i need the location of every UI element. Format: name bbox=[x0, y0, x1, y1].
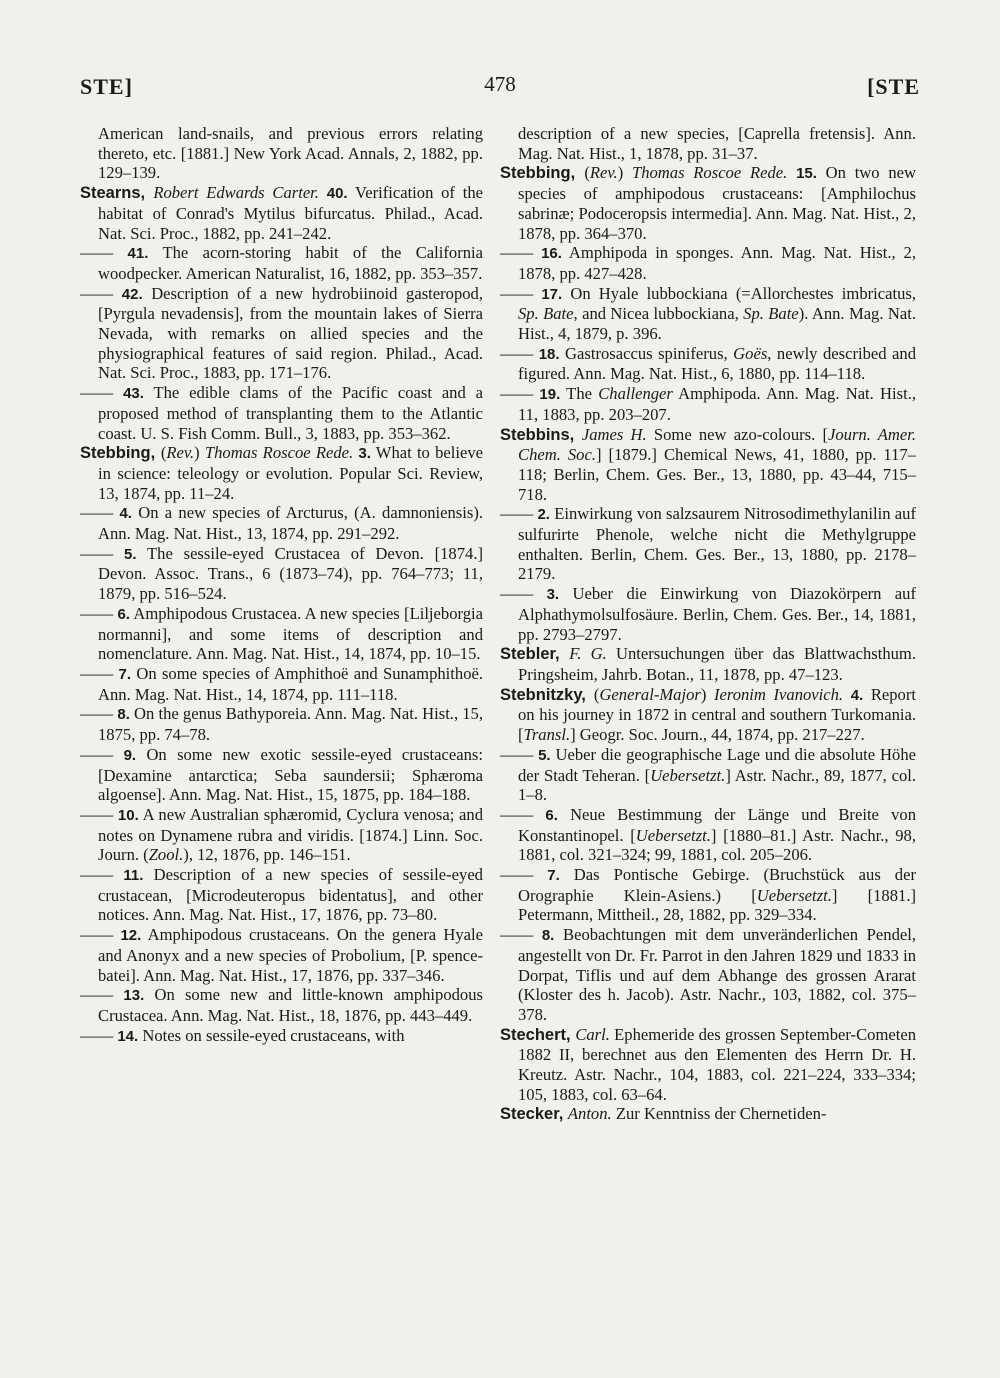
bibliography-entry bbox=[80, 805, 483, 865]
entry-number: 7. bbox=[118, 665, 132, 683]
left-column bbox=[80, 124, 483, 1046]
bibliography-entry bbox=[80, 383, 483, 443]
bibliography-entry bbox=[500, 1025, 916, 1105]
bibliography-entry bbox=[500, 284, 916, 344]
entry-number: 13. bbox=[123, 987, 145, 1005]
author-heading: Stebbing, bbox=[500, 164, 585, 183]
entry-number: 42. bbox=[121, 285, 143, 303]
entry-number: 3. bbox=[546, 586, 560, 604]
bibliography-entry bbox=[500, 584, 916, 644]
author-heading: Stebbins, bbox=[500, 425, 582, 444]
entry-text: —— bbox=[500, 865, 548, 885]
bibliography-entry bbox=[80, 243, 483, 283]
italic-text: Challenger bbox=[598, 384, 673, 404]
entry-text: ] [1880–81.] Astr. Nachr., 98, 1881, col. 321–324; 99, 1881, col. 205–206. bbox=[518, 825, 917, 865]
entry-number: 11. bbox=[123, 867, 144, 885]
italic-text: Thomas Roscoe Rede. bbox=[631, 163, 788, 183]
entry-text: ) bbox=[700, 684, 714, 704]
header-left-guide: STE] bbox=[80, 74, 133, 99]
entry-text: ). Ann. Mag. Nat. Hist., 4, 1879, p. 396. bbox=[518, 304, 916, 344]
bibliography-entry bbox=[80, 664, 483, 704]
entry-text: —— bbox=[80, 543, 124, 563]
entry-text: ) bbox=[194, 443, 205, 463]
entry-number: 4. bbox=[850, 686, 864, 704]
italic-text: Uebersetzt. bbox=[650, 765, 726, 785]
entry-number: 19. bbox=[539, 386, 561, 404]
header-right-guide: [STE bbox=[867, 74, 920, 99]
entry-text: On the genus Bathyporeia. Ann. Mag. Nat. Hist., 15, 1875, pp. 74–78. bbox=[98, 704, 484, 745]
entry-text: Gastrosaccus spiniferus, bbox=[559, 343, 734, 363]
bibliography-entry bbox=[80, 1026, 483, 1047]
entry-text: What to believe in science: teleology or evolution. Popular Sci. Review, 13, 1874, pp. 11–24. bbox=[98, 443, 483, 503]
bibliography-entry bbox=[500, 644, 916, 684]
entry-text: Ueber die Einwirkung von Diazokörpern auf Alphathymolsulfosäure. Berlin, Chem. Ges. Ber., 14, 1881, pp. 2793–2797. bbox=[518, 584, 916, 644]
entry-text: The acorn-storing habit of the California woodpecker. American Naturalist, 16, 1882, pp. 353–357. bbox=[98, 243, 483, 283]
entry-number: 7. bbox=[547, 867, 560, 885]
entry-text: —— bbox=[80, 663, 119, 683]
entry-text: The sessile-eyed Crustacea of Devon. [1874.] Devon. Assoc. Trans., 6 (1873–74), pp. 764–773; 11, 1879, pp. 516–524. bbox=[98, 543, 483, 604]
bibliography-entry bbox=[80, 183, 483, 243]
entry-text: ] Geogr. Soc. Journ., 44, 1874, pp. 217–227. bbox=[570, 725, 865, 745]
entry-text: On a new species of Arcturus, (A. damnoniensis). Ann. Mag. Nat. Hist., 13, 1874, pp. 291–292. bbox=[98, 503, 483, 544]
italic-text: Carl. bbox=[575, 1024, 610, 1044]
entry-number: 3. bbox=[358, 445, 371, 463]
entry-text: ] [1879.] Chemical News, 41, 1880, pp. 117–118; Berlin, Chem. Ges. Ber., 13, 1880, pp. 43–44, 715–718. bbox=[518, 445, 916, 504]
entry-text: Amphipoda in sponges. Ann. Mag. Nat. Hist., 2, 1878, pp. 427–428. bbox=[518, 243, 916, 283]
italic-text: Transl. bbox=[523, 725, 571, 745]
author-heading: Stebbing, bbox=[80, 444, 161, 463]
entry-number: 4. bbox=[119, 505, 132, 523]
entry-text: , newly described and figured. Ann. Mag. Nat. Hist., 6, 1880, pp. 114–118. bbox=[518, 343, 916, 384]
italic-text: Ieronim Ivanovich. bbox=[713, 684, 844, 704]
entry-text: —— bbox=[80, 503, 120, 523]
italic-text: Thomas Roscoe Rede. bbox=[204, 443, 354, 463]
entry-text: Some new azo-colours. [ bbox=[646, 424, 828, 444]
entry-text: On Hyale lubbockiana (=Allorchestes imbricatus, bbox=[562, 283, 916, 303]
entry-number: 41. bbox=[127, 245, 149, 263]
entry-text: —— bbox=[80, 383, 124, 403]
entry-text: —— bbox=[500, 925, 542, 945]
entry-text: On some new exotic sessile-eyed crustaceans: [Dexamine antarctica; Seba saundersii; Sphæroma algoense]. Ann. Mag. Nat. Hist., 15, 1875, pp. 184–188. bbox=[98, 744, 483, 805]
bibliography-entry bbox=[500, 745, 916, 805]
author-heading: Stearns, bbox=[80, 184, 154, 203]
italic-text: Sp. Bate bbox=[743, 304, 799, 324]
entry-number: 6. bbox=[117, 605, 130, 623]
entry-text: description of a new species, [Caprella fretensis]. Ann. Mag. Nat. Hist., 1, 1878, pp. 31–37. bbox=[518, 124, 916, 163]
author-heading: Stebler, bbox=[500, 645, 570, 664]
entry-text: —— bbox=[80, 243, 128, 263]
bibliography-entry bbox=[80, 865, 483, 925]
bibliography-entry bbox=[80, 443, 483, 503]
italic-text: Uebersetzt. bbox=[756, 885, 832, 905]
bibliography-entry bbox=[500, 865, 916, 925]
entry-text: Ueber die geographische Lage und die absolute Höhe der Stadt Teheran. [ bbox=[518, 744, 916, 785]
entry-number: 5. bbox=[124, 545, 137, 563]
italic-text: Anton. bbox=[567, 1104, 612, 1124]
entry-text: —— bbox=[80, 1025, 118, 1045]
entry-text: —— bbox=[500, 504, 538, 524]
entry-text: Beobachtungen mit dem unveränderlichen Pendel, angestellt von Dr. Fr. Parrot in den Jahren 1829 und 1833 in Dorpat, Tiflis und auf dem Abhange des grossen Ararat (Kloster des h. Jacob). Astr. Nachr., 103, 1882, col. 375–378. bbox=[518, 925, 916, 1024]
bibliography-entry bbox=[500, 504, 916, 584]
bibliography-entry bbox=[500, 384, 916, 424]
entry-text: Report on his journey in 1872 in central and southern Turkomania. [ bbox=[518, 684, 916, 745]
entry-text: —— bbox=[80, 744, 124, 764]
entry-text: Amphipodous Crustacea. A new species [Liljeborgia normanni], and some items of description and nomenclature. Ann. Mag. Nat. Hist., 14, 1874, pp. 10–15. bbox=[98, 603, 483, 664]
italic-text: Sp. Bate bbox=[518, 304, 574, 324]
entry-text bbox=[843, 685, 851, 704]
author-heading: Stechert, bbox=[500, 1025, 576, 1044]
bibliography-entry bbox=[80, 284, 483, 384]
page-number: 478 bbox=[484, 72, 516, 96]
entry-text: Das Pontische Gebirge. (Bruchstück aus der Orographie Klein-Asiens.) [ bbox=[518, 865, 916, 905]
entry-text: —— bbox=[80, 804, 118, 824]
entry-number: 8. bbox=[541, 927, 555, 945]
entry-number: 8. bbox=[117, 706, 130, 724]
entry-text: Description of a new hydrobiinoid gasteropod, [Pyrgula nevadensis], from the mountain lakes of Sierra Nevada, with remarks on allied species and the physiographical features of said region. Philad., Acad. Nat. Sci. Proc., 1883, pp. 171–176. bbox=[98, 283, 483, 383]
italic-text: Goës bbox=[733, 343, 768, 363]
italic-text: Robert Edwards Carter. bbox=[153, 183, 319, 203]
entry-number: 43. bbox=[123, 385, 144, 403]
bibliography-entry bbox=[80, 503, 483, 543]
italic-text: Zool. bbox=[148, 845, 184, 865]
bibliography-entry bbox=[500, 805, 916, 865]
entry-number: 15. bbox=[796, 165, 817, 183]
bibliography-entry bbox=[500, 925, 916, 1025]
entry-number: 40. bbox=[326, 185, 348, 203]
continued-entry bbox=[500, 124, 916, 163]
entry-number: 9. bbox=[123, 746, 137, 764]
entry-number: 18. bbox=[538, 345, 560, 363]
entry-number: 17. bbox=[541, 285, 563, 303]
entry-text: —— bbox=[500, 283, 542, 303]
entry-text: A new Australian sphæromid, Cyclura venosa; and notes on Dynamene rubra and viridis. [1874.] Linn. Soc. Journ. ( bbox=[98, 804, 483, 865]
entry-text: The edible clams of the Pacific coast and a proposed method of transplanting them to the Atlantic coast. U. S. Fish Comm. Bull., 3, 1883, pp. 353–362. bbox=[98, 383, 484, 443]
bibliography-entry bbox=[80, 604, 483, 664]
entry-text: —— bbox=[80, 283, 122, 303]
entry-text: ) bbox=[617, 163, 632, 183]
bibliography-entry bbox=[80, 925, 483, 985]
entry-text: Zur Kenntniss der Chernetiden- bbox=[611, 1104, 827, 1124]
bibliography-entry bbox=[500, 1104, 916, 1125]
entry-number: 5. bbox=[538, 746, 551, 764]
entry-number: 14. bbox=[117, 1027, 139, 1045]
bibliography-entry bbox=[80, 745, 483, 805]
italic-text: James H. bbox=[581, 424, 647, 444]
entry-number: 12. bbox=[120, 927, 142, 945]
entry-text: —— bbox=[500, 343, 539, 363]
entry-text: —— bbox=[80, 603, 118, 623]
bibliography-entry bbox=[80, 544, 483, 604]
bibliography-entry bbox=[500, 425, 916, 505]
bibliography-entry bbox=[500, 344, 916, 384]
entry-text: —— bbox=[500, 584, 547, 604]
entry-number: 10. bbox=[117, 806, 139, 824]
italic-text: F. G. bbox=[569, 644, 607, 664]
entry-text: ] Astr. Nachr., 89, 1877, col. 1–8. bbox=[518, 765, 917, 805]
entry-text: —— bbox=[80, 865, 124, 885]
entry-number: 2. bbox=[537, 506, 550, 524]
entry-text: Amphipoda. Ann. Mag. Nat. Hist., 11, 1883, pp. 203–207. bbox=[518, 384, 916, 424]
entry-text: American land-snails, and previous errors relating thereto, etc. [1881.] New York Acad. Annals, 2, 1882, pp. 129–139. bbox=[98, 124, 483, 183]
entry-text: Verification of the habitat of Conrad's Mytilus bifurcatus. Philad., Acad. Nat. Sci. Proc., 1882, pp. 241–242. bbox=[98, 183, 483, 243]
entry-text: —— bbox=[80, 704, 118, 724]
entry-text: Neue Bestimmung der Länge und Breite von Konstantinopel. [ bbox=[518, 804, 916, 845]
entry-text: ( bbox=[584, 163, 590, 183]
entry-text: On two new species of amphipodous crustaceans: [Amphilochus sabrinæ; Podoceropsis intermedia]. Ann. Mag. Nat. Hist., 2, 1878, pp. 364–370. bbox=[518, 163, 917, 243]
entry-text: —— bbox=[500, 243, 542, 263]
bibliography-entry bbox=[500, 163, 916, 243]
entry-text: —— bbox=[500, 744, 539, 764]
entry-text: ), 12, 1876, pp. 146–151. bbox=[183, 845, 351, 865]
entry-text: On some new and little-known amphipodous Crustacea. Ann. Mag. Nat. Hist., 18, 1876, pp. 443–449. bbox=[98, 985, 483, 1025]
entry-text: Notes on sessile-eyed crustaceans, with bbox=[138, 1025, 405, 1045]
right-column bbox=[500, 124, 916, 1125]
entry-number: 6. bbox=[545, 806, 558, 824]
entry-text: Description of a new species of sessile-eyed crustacean, [Microdeuteropus bidentatus], and other notices. Ann. Mag. Nat. Hist., 17, 1876, pp. 73–80. bbox=[98, 865, 483, 925]
bibliography-entry bbox=[500, 685, 916, 745]
continued-entry bbox=[80, 124, 483, 183]
italic-text: Uebersetzt. bbox=[635, 825, 711, 845]
italic-text: General-Major bbox=[599, 684, 701, 704]
bibliography-entry bbox=[80, 985, 483, 1025]
entry-text: —— bbox=[500, 384, 540, 404]
entry-text: Ephemeride des grossen September-Cometen 1882 II, berechnet aus den Elementen des Herrn Dr. H. Kreutz. Astr. Nachr., 104, 1883, col. 221–224, 333–334; 105, 1883, col. 63–64. bbox=[518, 1024, 916, 1104]
entry-number: 16. bbox=[541, 245, 562, 263]
entry-text: , and Nicea lubbockiana, bbox=[573, 304, 744, 324]
entry-text: On some species of Amphithoë and Sunamphithoë. Ann. Mag. Nat. Hist., 14, 1874, pp. 111–118. bbox=[98, 663, 484, 704]
bibliography-entry bbox=[500, 243, 916, 283]
author-heading: Stebnitzky, bbox=[500, 685, 594, 704]
italic-text: Rev. bbox=[166, 443, 195, 463]
entry-text: —— bbox=[80, 925, 121, 945]
entry-text: ] [1881.] Petermann, Mittheil., 28, 1882, pp. 329–334. bbox=[518, 885, 916, 925]
entry-text: Einwirkung von salzsaurem Nitrosodimethylanilin auf sulfurirte Phenole, welche nicht die Methylgruppe enthalten. Berlin, Chem. Ges. Ber., 13, 1880, pp. 2178–2179. bbox=[518, 504, 916, 584]
entry-text: —— bbox=[500, 804, 546, 824]
entry-text: ( bbox=[160, 443, 167, 463]
entry-text: ( bbox=[593, 684, 600, 704]
italic-text: Journ. Amer. Chem. Soc. bbox=[518, 424, 916, 465]
entry-text: Untersuchungen über das Blattwachsthum. Pringsheim, Jahrb. Botan., 11, 1878, pp. 47–123. bbox=[518, 644, 916, 684]
bibliography-entry bbox=[80, 704, 483, 744]
entry-text bbox=[787, 163, 796, 182]
entry-text bbox=[319, 183, 327, 202]
entry-text: Amphipodous crustaceans. On the genera Hyale and Anonyx and a new species of Probolium, [P. spence-batei]. Ann. Mag. Nat. Hist., 17, 1876, pp. 337–346. bbox=[98, 925, 483, 985]
italic-text: Rev. bbox=[589, 163, 618, 183]
author-heading: Stecker, bbox=[500, 1105, 568, 1124]
page-header bbox=[0, 74, 1000, 104]
entry-text: —— bbox=[80, 985, 124, 1005]
entry-text: The bbox=[560, 384, 599, 404]
